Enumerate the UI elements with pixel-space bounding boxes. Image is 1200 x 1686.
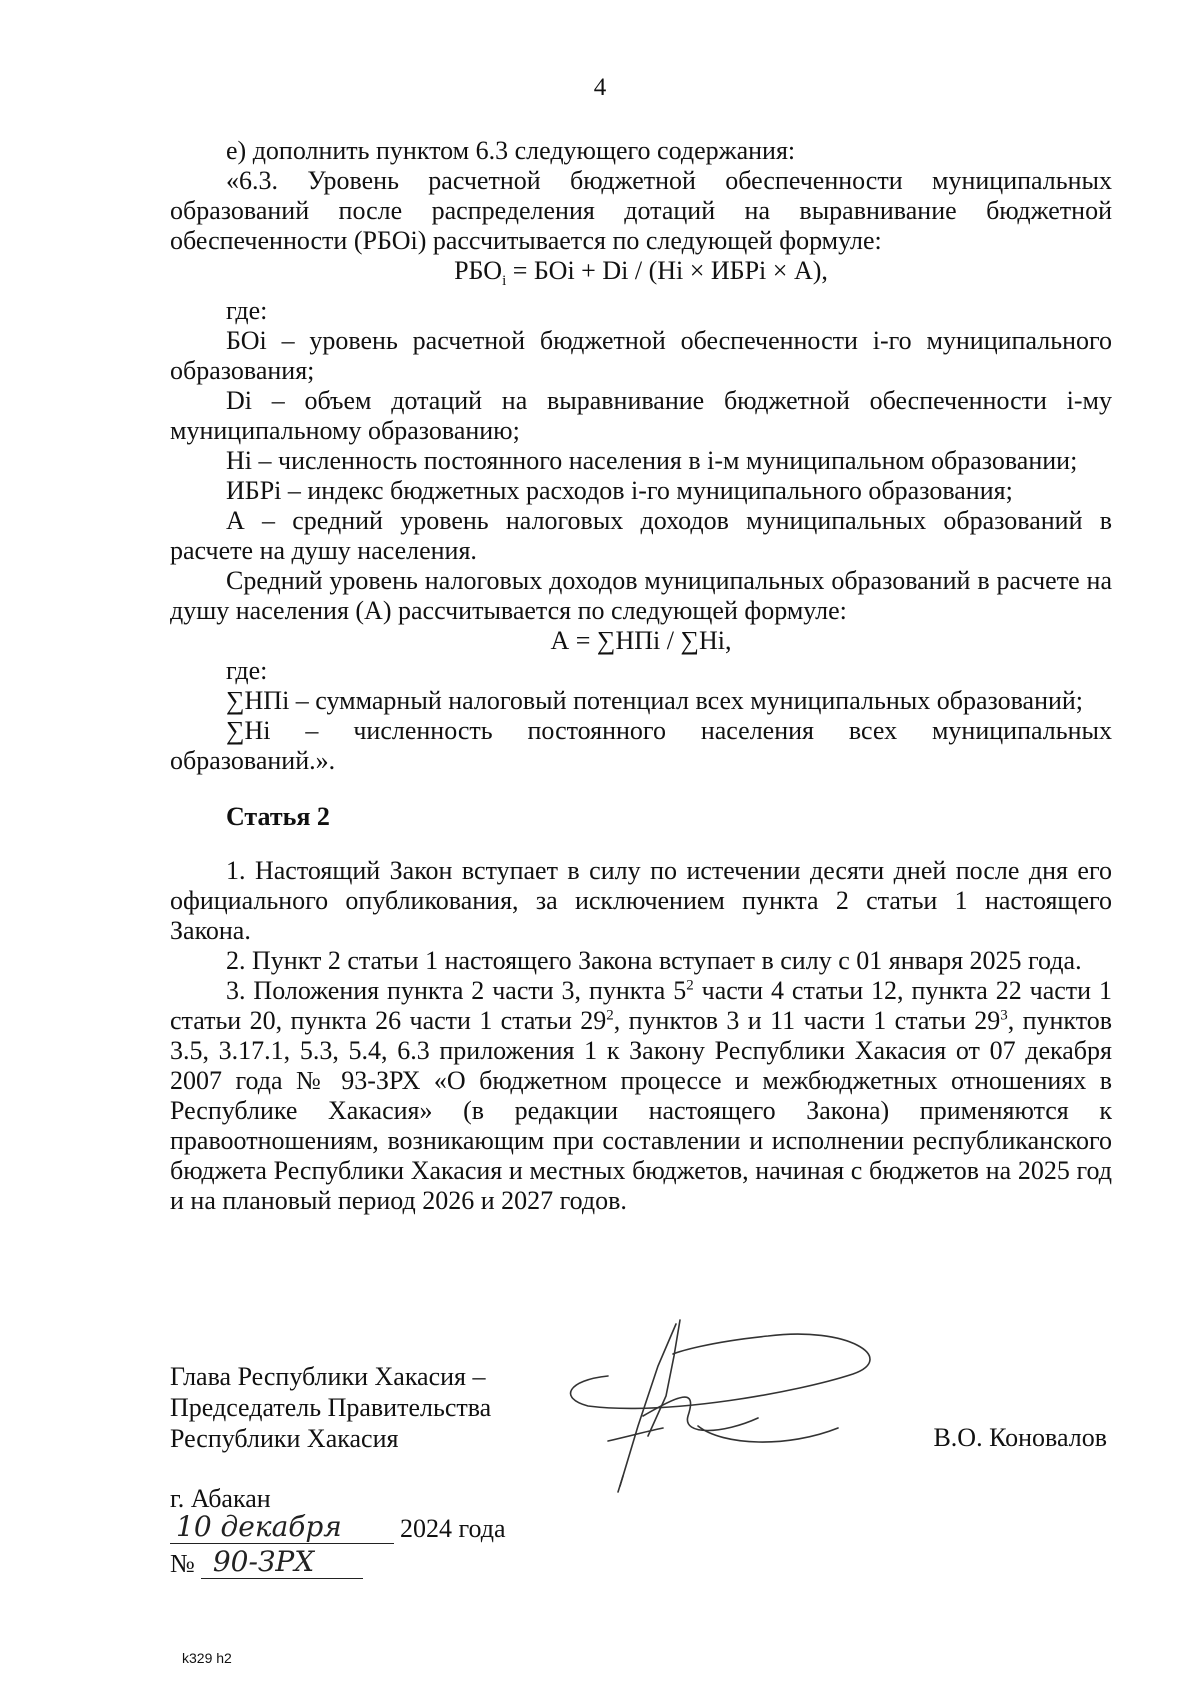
item-3-part-3: , пунктов 3 и 11 части 1 статьи 29 [613, 1006, 1001, 1036]
page-number: 4 [593, 74, 607, 101]
formula-rbo-left: РБО [454, 256, 503, 285]
definition-a: А – средний уровень налоговых доходов муниципальных образований в расчете на душу населения. [170, 506, 1112, 566]
item-3-sup-3: 3 [1000, 1007, 1008, 1024]
where-label: где: [226, 296, 268, 326]
date-year: 2024 года [400, 1514, 506, 1543]
definition-sum-ni: ∑Нi – численность постоянного населения всех муниципальных образований.». [170, 716, 1112, 776]
signatory-line-1: Глава Республики Хакасия – [170, 1362, 486, 1391]
item-3-part-1: 3. Положения пункта 2 части 3, пункта 5 [226, 976, 687, 1006]
number-prefix: № [170, 1549, 195, 1578]
item-3-sup-2: 2 [606, 1007, 614, 1024]
item-3-part-4: , пунктов 3.5, 3.17.1, 5.3, 5.4, 6.3 приложения 1 к Закону Республики Хакасия от 07 декабря 2007 года № 93-ЗРХ «О бюджетном процессе и межбюджетных отношениях в Республике Хакасия» (в редакции настоящего Закона) применяются к правоотношениям, возникающим при составлении и исполнении республиканского бюджета Республики Хакасия и местных бюджетов, начиная с бюджетов на 2025 год и на плановый период 2026 и 2027 годов. [170, 1006, 1112, 1216]
document-body [170, 136, 1112, 1216]
article-2-item-2: 2. Пункт 2 статьи 1 настоящего Закона вступает в силу с 01 января 2025 года. [226, 946, 1082, 976]
signatory-line-3: Республики Хакасия [170, 1424, 399, 1453]
handwritten-date: 10 декабря [170, 1510, 394, 1544]
article-2-item-1: 1. Настоящий Закон вступает в силу по истечении десяти дней после дня его официального опубликования, за исключением пункта 2 статьи 1 настоящего Закона. [170, 856, 1112, 946]
article-2-heading: Статья 2 [226, 802, 330, 832]
definition-ibri: ИБРi – индекс бюджетных расходов i-го муниципального образования; [226, 476, 1013, 506]
paragraph-6-3: «6.3. Уровень расчетной бюджетной обеспеченности муниципальных образований после распределения дотаций на выравнивание бюджетной обеспеченности (РБОi) рассчитывается по следующей формуле: [170, 166, 1112, 255]
handwritten-number: 90-ЗРХ [201, 1545, 363, 1579]
formula-rbo [170, 256, 1112, 296]
definition-di: Di – объем дотаций на выравнивание бюджетной обеспеченности i-му муниципальному образованию; [170, 386, 1112, 446]
law-number [170, 1545, 363, 1579]
definition-boi: БОi – уровень расчетной бюджетной обеспеченности i-го муниципального образования; [170, 326, 1112, 386]
where-label-2: где: [226, 656, 268, 686]
signatory-line-2: Председатель Правительства [170, 1393, 492, 1422]
formula-a: А = ∑НПi / ∑Нi, [550, 626, 732, 656]
article-2-item-3 [170, 976, 1112, 1216]
footer-code: k329 h2 [182, 1650, 232, 1666]
signatory-title [170, 1361, 491, 1454]
place-of-signing: г. Абакан [170, 1484, 271, 1513]
paragraph-average-level: Средний уровень налоговых доходов муниципальных образований в расчете на душу населения (А) рассчитывается по следующей формуле: [170, 566, 1112, 626]
formula-rbo-sub: i [502, 273, 507, 290]
signing-date [170, 1510, 506, 1544]
formula-rbo-right: = БОi + Di / (Нi × ИБРi × А), [506, 256, 828, 285]
definition-ni: Нi – численность постоянного населения в i-м муниципальном образовании; [226, 446, 1078, 476]
paragraph-intro: е) дополнить пунктом 6.3 следующего содержания: [226, 136, 796, 165]
item-3-part-2: части 4 статьи 12, пункта 22 части 1 статьи 20, пункта 26 части 1 статьи 29 [170, 976, 1112, 1036]
signatory-name: В.О. Коновалов [933, 1423, 1107, 1452]
handwritten-signature [548, 1316, 918, 1506]
item-3-sup-1: 2 [686, 977, 694, 994]
definition-sum-npi: ∑НПi – суммарный налоговый потенциал всех муниципальных образований; [226, 686, 1084, 716]
